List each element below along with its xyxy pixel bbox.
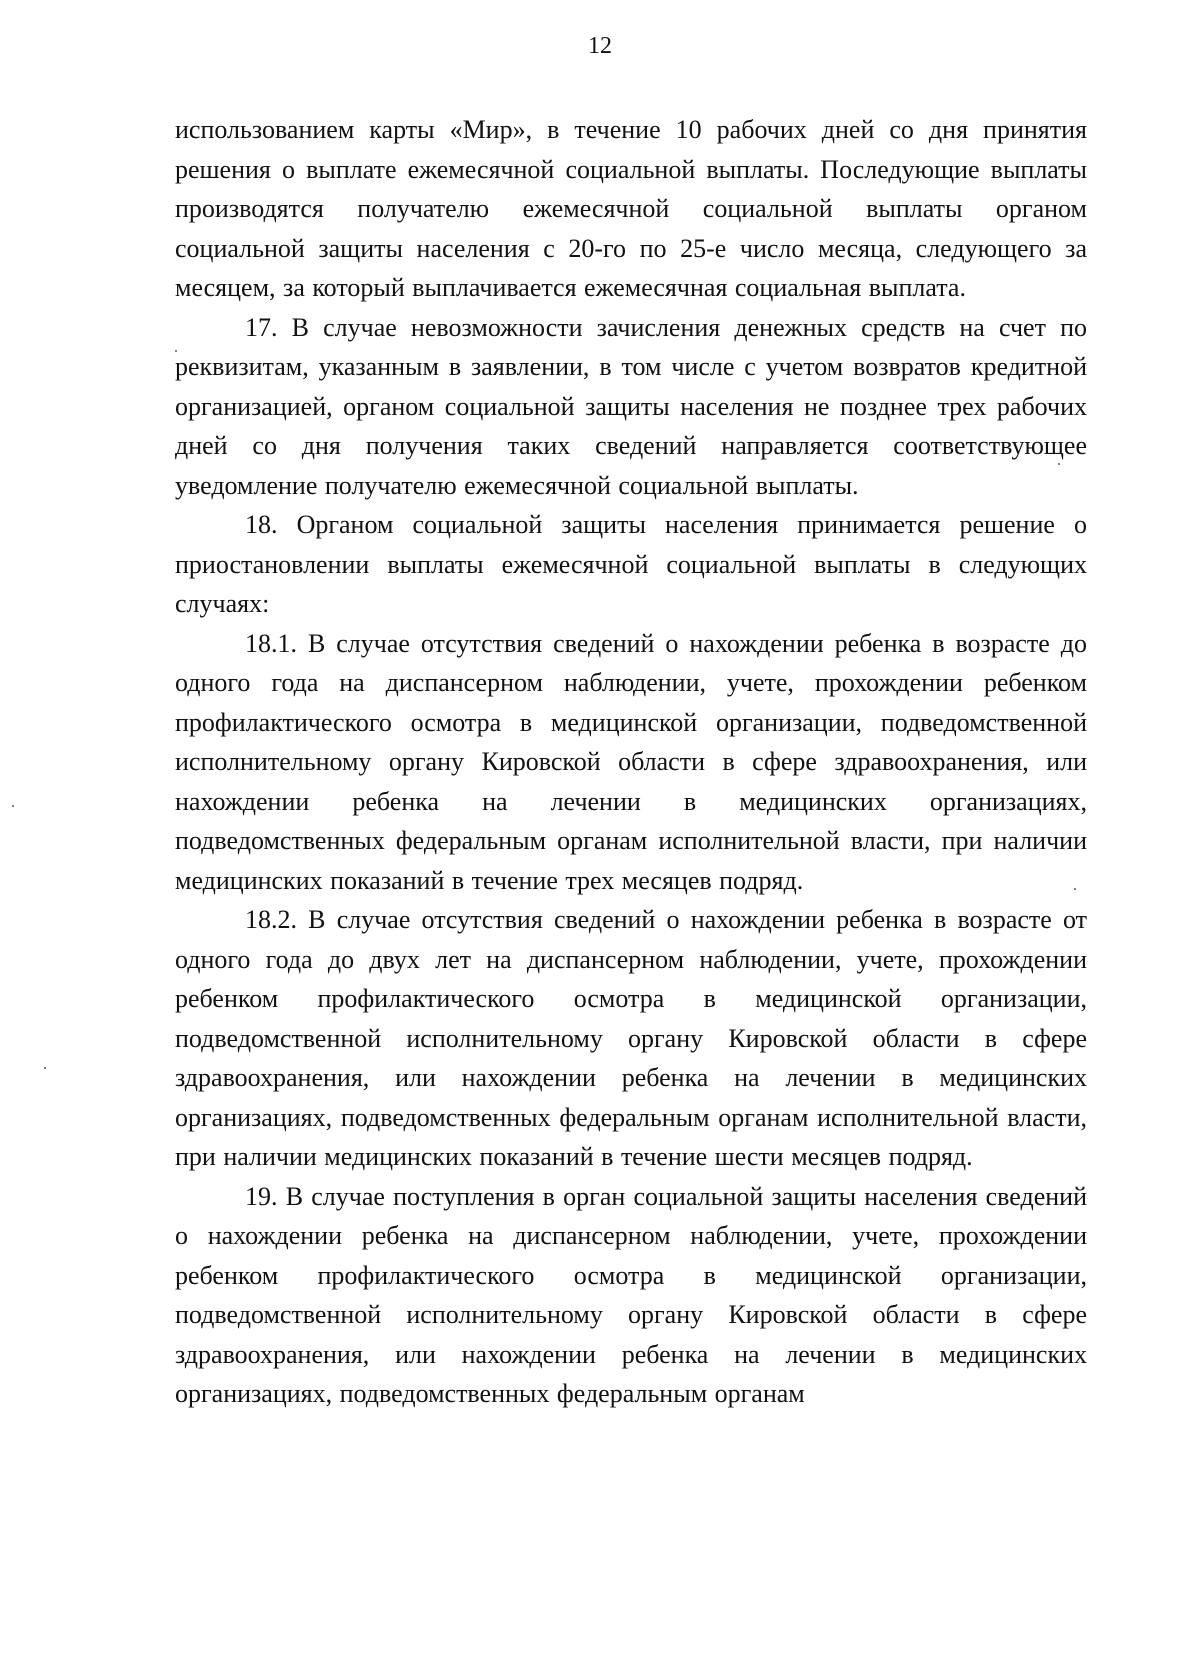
document-body: [175, 110, 1087, 1414]
paragraph-17: 17. В случае невозможности зачисления денежных средств на счет по реквизитам, указанным в заявлении, в том числе с учетом возвратов кредитной организацией, органом социальной защиты населения не позднее трех рабочих дней со дня получения таких сведений направляется соответствующее уведомление получателю ежемесячной социальной выплаты.: [175, 312, 1087, 500]
scan-speck: [1074, 888, 1076, 890]
paragraph-18-2: 18.2. В случае отсутствия сведений о нахождении ребенка в возрасте от одного года до двух лет на диспансерном наблюдении, учете, прохождении ребенком профилактического осмотра в медицинской организации, подведомственной исполнительному органу Кировской области в сфере здравоохранения, или нахождении ребенка на лечении в медицинских организациях, подведомственных федеральным органам исполнительной власти, при наличии медицинских показаний в течение шести месяцев подряд.: [175, 905, 1087, 1171]
page-number: 12: [588, 33, 612, 59]
scan-speck: [175, 350, 177, 352]
scan-speck: [1058, 463, 1060, 465]
paragraph-18: 18. Органом социальной защиты населения принимается решение о приостановлении выплаты ежемесячной социальной выплаты в следующих случаях:: [175, 510, 1087, 618]
paragraph-18-1: 18.1. В случае отсутствия сведений о нахождении ребенка в возрасте до одного года на диспансерном наблюдении, учете, прохождении ребенком профилактического осмотра в медицинской организации, подведомственной исполнительному органу Кировской области в сфере здравоохранения, или нахождении ребенка на лечении в медицинских организациях, подведомственных федеральным органам исполнительной власти, при наличии медицинских показаний в течение трех месяцев подряд.: [175, 628, 1087, 895]
scan-speck: [12, 805, 14, 807]
paragraph-continuation: использованием карты «Мир», в течение 10 рабочих дней со дня принятия решения о выплате ежемесячной социальной выплаты. Последующие выплаты производятся получателю ежемесячной социальной выплаты органом социальной защиты населения с 20-го по 25-е число месяца, следующего за месяцем, за который выплачивается ежемесячная социальная выплата.: [175, 115, 1087, 302]
scan-speck: [44, 1067, 46, 1069]
paragraph-19: 19. В случае поступления в орган социальной защиты населения сведений о нахождении ребенка на диспансерном наблюдении, учете, прохождении ребенком профилактического осмотра в медицинской организации, подведомственной исполнительному органу Кировской области в сфере здравоохранения, или нахождении ребенка на лечении в медицинских организациях, подведомственных федеральным органам: [175, 1181, 1087, 1408]
